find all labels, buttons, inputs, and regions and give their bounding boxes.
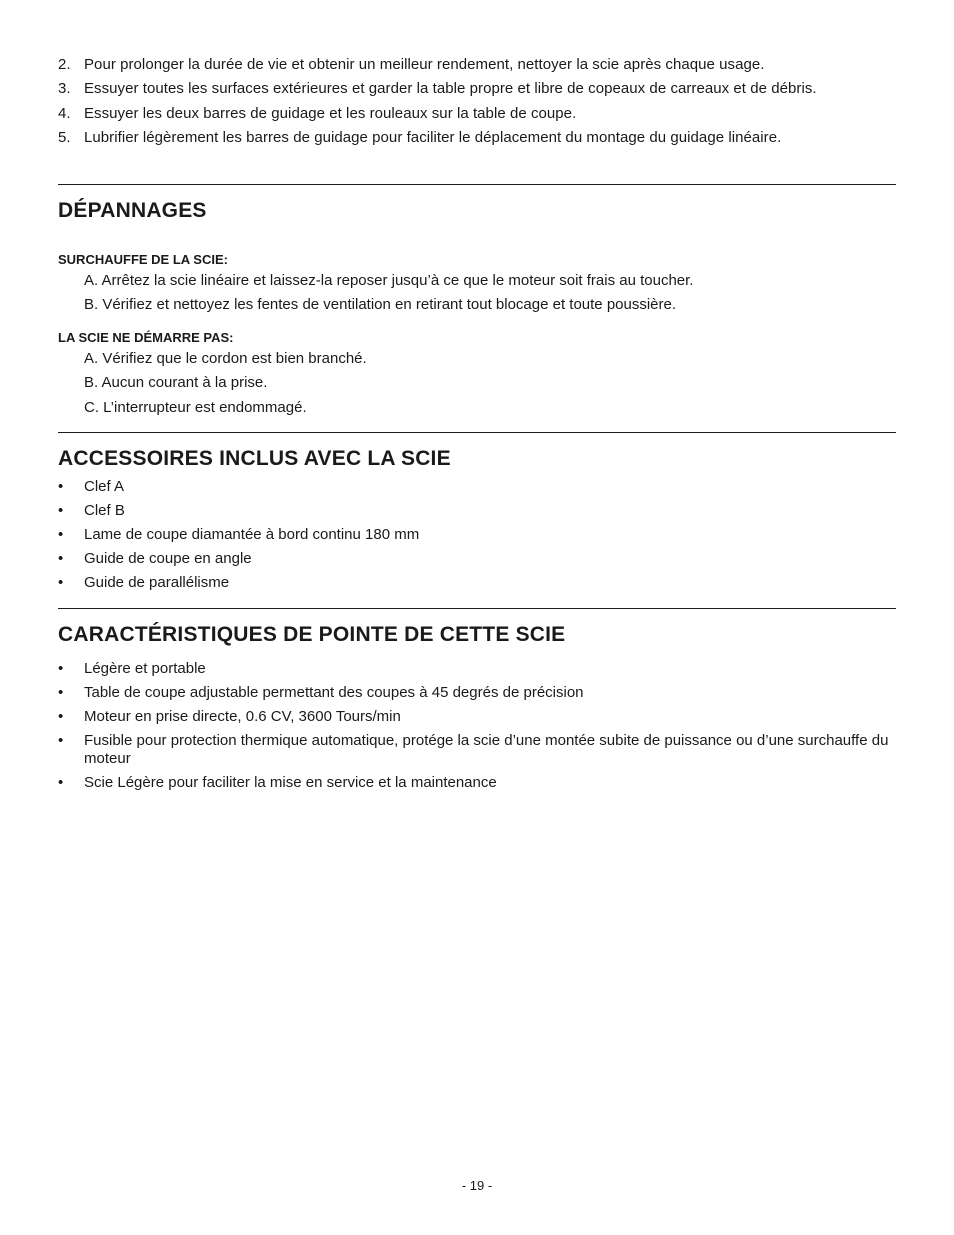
list-item bbox=[58, 79, 896, 103]
item-number: 3. bbox=[58, 80, 71, 98]
list-item bbox=[58, 708, 896, 726]
overheat-heading: SURCHAUFFE DE LA SCIE: bbox=[58, 252, 228, 267]
item-text: Clef B bbox=[84, 502, 125, 519]
accessories-list bbox=[58, 478, 896, 598]
bullet-mark: • bbox=[58, 574, 64, 591]
item-text: Légère et portable bbox=[84, 660, 206, 677]
list-item bbox=[58, 660, 896, 678]
list-item: B. Aucun courant à la prise. bbox=[84, 374, 268, 392]
item-number: 4. bbox=[58, 104, 71, 122]
section-divider bbox=[58, 608, 896, 609]
features-list bbox=[58, 660, 896, 798]
list-item bbox=[58, 684, 896, 702]
bullet-mark: • bbox=[58, 526, 64, 543]
item-text: Essuyer les deux barres de guidage et les rouleaux sur la table de coupe. bbox=[84, 104, 577, 122]
bullet-mark: • bbox=[58, 774, 64, 791]
item-number: 2. bbox=[58, 56, 71, 73]
item-text: Moteur en prise directe, 0.6 CV, 3600 Tours/min bbox=[84, 708, 401, 725]
item-text: Essuyer toutes les surfaces extérieures et garder la table propre et libre de copeaux de carreaux et de débris. bbox=[84, 80, 817, 98]
overheat-list bbox=[84, 271, 693, 320]
item-text: Clef A bbox=[84, 478, 125, 495]
bullet-mark: • bbox=[58, 660, 64, 677]
bullet-mark: • bbox=[58, 502, 64, 519]
list-item bbox=[58, 55, 896, 79]
item-text: Lubrifier légèrement les barres de guidage pour faciliter le déplacement du montage du guidage linéaire. bbox=[84, 128, 782, 146]
item-text: Lame de coupe diamantée à bord continu 180 mm bbox=[84, 526, 420, 543]
list-item bbox=[58, 478, 896, 496]
list-item: B. Vérifiez et nettoyez les fentes de ventilation en retirant tout blocage et toute poussière. bbox=[84, 296, 677, 314]
list-item: A. Vérifiez que le cordon est bien branché. bbox=[84, 350, 367, 367]
bullet-mark: • bbox=[58, 550, 64, 567]
list-item: A. Arrêtez la scie linéaire et laissez-la reposer jusqu’à ce que le moteur soit frais au toucher. bbox=[84, 272, 694, 289]
list-item bbox=[58, 550, 896, 568]
item-text: Fusible pour protection thermique automatique, protége la scie d’une montée subite de puissance ou d’une surchauffe du moteur bbox=[84, 732, 889, 767]
item-text: Pour prolonger la durée de vie et obtenir un meilleur rendement, nettoyer la scie après chaque usage. bbox=[84, 56, 765, 73]
list-item: C. L’interrupteur est endommagé. bbox=[84, 398, 307, 416]
item-text: Guide de coupe en angle bbox=[84, 550, 252, 567]
list-item bbox=[58, 104, 896, 128]
bullet-mark: • bbox=[58, 732, 64, 749]
section-divider bbox=[58, 184, 896, 185]
troubleshooting-title: DÉPANNAGES bbox=[58, 199, 207, 222]
maintenance-list bbox=[58, 55, 896, 152]
list-item bbox=[58, 526, 896, 544]
list-item bbox=[58, 502, 896, 520]
no-start-heading: LA SCIE NE DÉMARRE PAS: bbox=[58, 330, 234, 345]
no-start-list bbox=[84, 349, 367, 422]
bullet-mark: • bbox=[58, 708, 64, 725]
item-text: Scie Légère pour faciliter la mise en service et la maintenance bbox=[84, 774, 497, 791]
list-item bbox=[58, 774, 896, 792]
page-number: - 19 - bbox=[461, 1178, 493, 1193]
section-divider bbox=[58, 432, 896, 433]
item-text: Table de coupe adjustable permettant des coupes à 45 degrés de précision bbox=[84, 684, 584, 701]
item-number: 5. bbox=[58, 128, 71, 146]
item-text: Guide de parallélisme bbox=[84, 574, 230, 591]
list-item bbox=[58, 574, 896, 592]
bullet-mark: • bbox=[58, 684, 64, 701]
list-item bbox=[58, 128, 896, 152]
bullet-mark: • bbox=[58, 478, 64, 495]
accessories-title: ACCESSOIRES INCLUS AVEC LA SCIE bbox=[58, 447, 451, 470]
list-item bbox=[58, 732, 896, 768]
features-title: CARACTÉRISTIQUES DE POINTE DE CETTE SCIE bbox=[58, 623, 566, 646]
